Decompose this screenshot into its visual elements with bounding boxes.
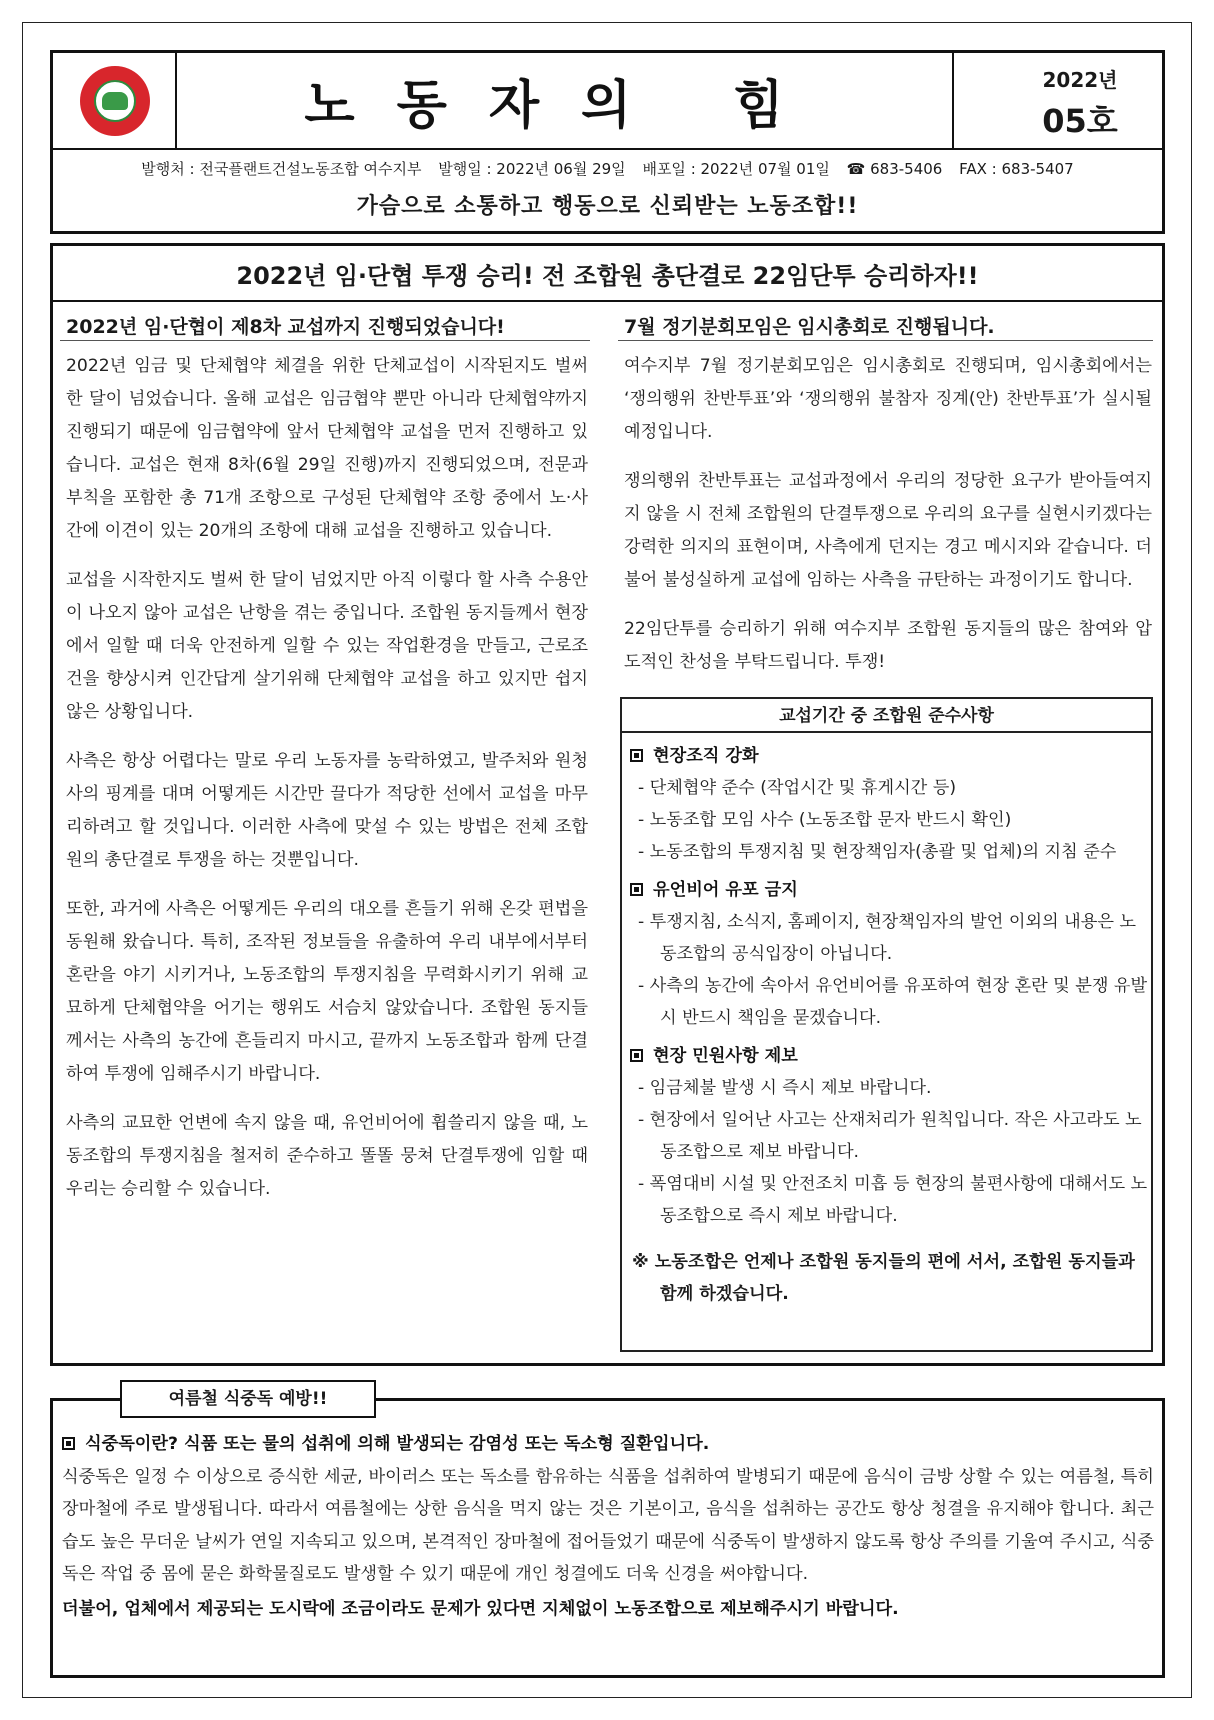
- food-poisoning-footnote: 더불어, 업체에서 제공되는 도시락에 조금이라도 문제가 있다면 지체없이 노동조합으로 제보해주시기 바랍니다.: [62, 1598, 899, 1619]
- slogan: 가슴으로 소통하고 행동으로 신뢰받는 노동조합!!: [356, 194, 859, 219]
- phone-number: ☎ 683-5406: [846, 160, 943, 178]
- notice-item: - 임금체불 발생 시 즉시 제보 바랍니다.: [638, 1078, 932, 1098]
- notice-item: - 노동조합의 투쟁지침 및 현장책임자(총괄 및 업체)의 지침 준수: [638, 842, 1117, 862]
- notice-closing: ※ 노동조합은 언제나 조합원 동지들의 편에 서서, 조합원 동지들과 함께 하겠습니다.: [632, 1252, 1135, 1304]
- checkbox-square-icon: [630, 1049, 643, 1062]
- notice-item: - 노동조합 모임 사수 (노동조합 문자 반드시 확인): [638, 810, 1012, 830]
- left-paragraph: 사측은 항상 어렵다는 말로 우리 노동자를 농락하였고, 발주처와 원청사의 핑계를 대며 어떻게든 시간만 끌다가 적당한 선에서 교섭을 마무리하려고 할 것입니다. 이러한 사측에 맞설 수 있는 방법은 전체 조합원의 총단결로 투쟁을 하는 것뿐입니다.: [66, 751, 588, 870]
- notice-list: [630, 740, 1148, 1310]
- checkbox-square-icon: [630, 749, 643, 762]
- food-poisoning-body: [62, 1428, 1154, 1625]
- right-column-title: 7월 정기분회모임은 임시총회로 진행됩니다.: [624, 316, 995, 338]
- distribution-date: 배포일 : 2022년 07월 01일: [642, 160, 830, 178]
- fax-number: FAX : 683-5407: [959, 160, 1074, 178]
- left-paragraph: 사측의 교묘한 언변에 속지 않을 때, 유언비어에 휩쓸리지 않을 때, 노동조합의 투쟁지침을 철저히 준수하고 똘똘 뭉쳐 단결투쟁에 임할 때 우리는 승리할 수 있습니다.: [66, 1113, 588, 1199]
- right-paragraph: 22임단투를 승리하기 위해 여수지부 조합원 동지들의 많은 참여와 압도적인 찬성을 부탁드립니다. 투쟁!: [624, 619, 1152, 672]
- right-paragraph: 여수지부 7월 정기분회모임은 임시총회로 진행되며, 임시총회에서는 ‘쟁의행위 찬반투표’와 ‘쟁의행위 불참자 징계(안) 찬반투표’가 실시될 예정입니다.: [624, 356, 1152, 442]
- food-poisoning-tab: 여름철 식중독 예방!!: [120, 1380, 376, 1418]
- union-logo-mark: [102, 92, 128, 110]
- left-column-title: 2022년 임·단협이 제8차 교섭까지 진행되었습니다!: [66, 316, 505, 338]
- issue-year: 2022년: [1042, 68, 1118, 92]
- notice-section-label: 현장조직 강화: [653, 746, 759, 766]
- publication-info: [60, 158, 1155, 179]
- publish-date: 발행일 : 2022년 06월 29일: [438, 160, 626, 178]
- notice-section-heading: [630, 1040, 1148, 1072]
- headline: 2022년 임·단협 투쟁 승리! 전 조합원 총단결로 22임단투 승리하자!!: [53, 246, 1162, 302]
- notice-section-heading: [630, 740, 1148, 772]
- notice-item: - 폭염대비 시설 및 안전조치 미흡 등 현장의 불편사항에 대해서도 노동조합으로 즉시 제보 바랍니다.: [638, 1174, 1148, 1226]
- publisher: 발행처 : 전국플랜트건설노동조합 여수지부: [141, 160, 422, 178]
- notice-item: - 사측의 농간에 속아서 유언비어를 유포하여 현장 혼란 및 분쟁 유발 시 반드시 책임을 묻겠습니다.: [638, 976, 1148, 1028]
- food-poisoning-text: 식중독은 일정 수 이상으로 증식한 세균, 바이러스 또는 독소를 함유하는 식품을 섭취하여 발병되기 때문에 음식이 금방 상할 수 있는 여름철, 특히 장마철에 주로 발생됩니다. 따라서 여름철에는 상한 음식을 먹지 않는 것은 기본이고, 음식을 섭취하는 공간도 항상 청결을 유지해야 합니다. 최근 습도 높은 무더운 날씨가 연일 지속되고 있으며, 본격적인 장마철에 접어들었기 때문에 식중독이 발생하지 않도록 항상 주의를 기울여 주시고, 식중독은 작업 중 몸에 묻은 화학물질로도 발생할 수 있기 때문에 개인 청결에도 더욱 신경을 써야합니다.: [62, 1466, 1154, 1584]
- notice-section-label: 유언비어 유포 금지: [653, 880, 798, 900]
- newsletter-title: 노동자의 힘: [178, 53, 954, 148]
- right-column-body: [624, 350, 1152, 695]
- left-paragraph: 교섭을 시작한지도 벌써 한 달이 넘었지만 아직 이렇다 할 사측 수용안이 나오지 않아 교섭은 난항을 겪는 중입니다. 조합원 동지들께서 현장에서 일할 때 더욱 안전하게 일할 수 있는 작업환경을 만들고, 근로조건을 향상시켜 인간답게 살기위해 단체협약 교섭을 하고 있지만 쉽지 않은 상황입니다.: [66, 570, 588, 722]
- notice-item: - 현장에서 일어난 사고는 산재처리가 원칙입니다. 작은 사고라도 노동조합으로 제보 바랍니다.: [638, 1110, 1142, 1162]
- left-title-rule: [60, 340, 590, 341]
- notice-title: 교섭기간 중 조합원 준수사항: [622, 699, 1151, 733]
- food-poisoning-lead-text: 식중독이란? 식품 또는 물의 섭취에 의해 발생되는 감염성 또는 독소형 질환입니다.: [85, 1434, 710, 1454]
- notice-section-label: 현장 민원사항 제보: [653, 1046, 798, 1066]
- issue-number: 05호: [1042, 102, 1118, 140]
- left-paragraph: 2022년 임금 및 단체협약 체결을 위한 단체교섭이 시작된지도 벌써 한 달이 넘었습니다. 올해 교섭은 임금협약 뿐만 아니라 단체협약까지 진행되기 때문에 임금협약에 앞서 단체협약 교섭을 먼저 진행하고 있습니다. 교섭은 현재 8차(6월 29일 진행)까지 진행되었으며, 전문과 부칙을 포함한 총 71개 조항으로 구성된 단체협약 조항 중에서 노·사간에 이견이 있는 20개의 조항에 대해 교섭을 진행하고 있습니다.: [66, 356, 588, 541]
- food-poisoning-lead: [62, 1428, 1154, 1461]
- left-paragraph: 또한, 과거에 사측은 어떻게든 우리의 대오를 흔들기 위해 온갖 편법을 동원해 왔습니다. 특히, 조작된 정보들을 유출하여 우리 내부에서부터 혼란을 야기 시키거나, 노동조합의 투쟁지침을 무력화시키기 위해 교묘하게 단체협약을 어기는 행위도 서슴치 않았습니다. 조합원 동지들께서는 사측의 농간에 흔들리지 마시고, 끝까지 노동조합과 함께 단결하여 투쟁에 임해주시기 바랍니다.: [66, 899, 588, 1084]
- left-column-body: [66, 350, 588, 1222]
- checkbox-square-icon: [62, 1437, 75, 1450]
- right-title-rule: [618, 340, 1153, 341]
- notice-item: - 단체협약 준수 (작업시간 및 휴게시간 등): [638, 778, 957, 798]
- notice-item: - 투쟁지침, 소식지, 홈페이지, 현장책임자의 발언 이외의 내용은 노동조합의 공식입장이 아닙니다.: [638, 912, 1136, 964]
- checkbox-square-icon: [630, 883, 643, 896]
- right-paragraph: 쟁의행위 찬반투표는 교섭과정에서 우리의 정당한 요구가 받아들여지지 않을 시 전체 조합원의 단결투쟁으로 우리의 요구를 실현시키겠다는 강력한 의지의 표현이며, 사측에게 던지는 경고 메시지와 같습니다. 더불어 불성실하게 교섭에 임하는 사측을 규탄하는 과정이기도 합니다.: [624, 471, 1152, 590]
- notice-section-heading: [630, 874, 1148, 906]
